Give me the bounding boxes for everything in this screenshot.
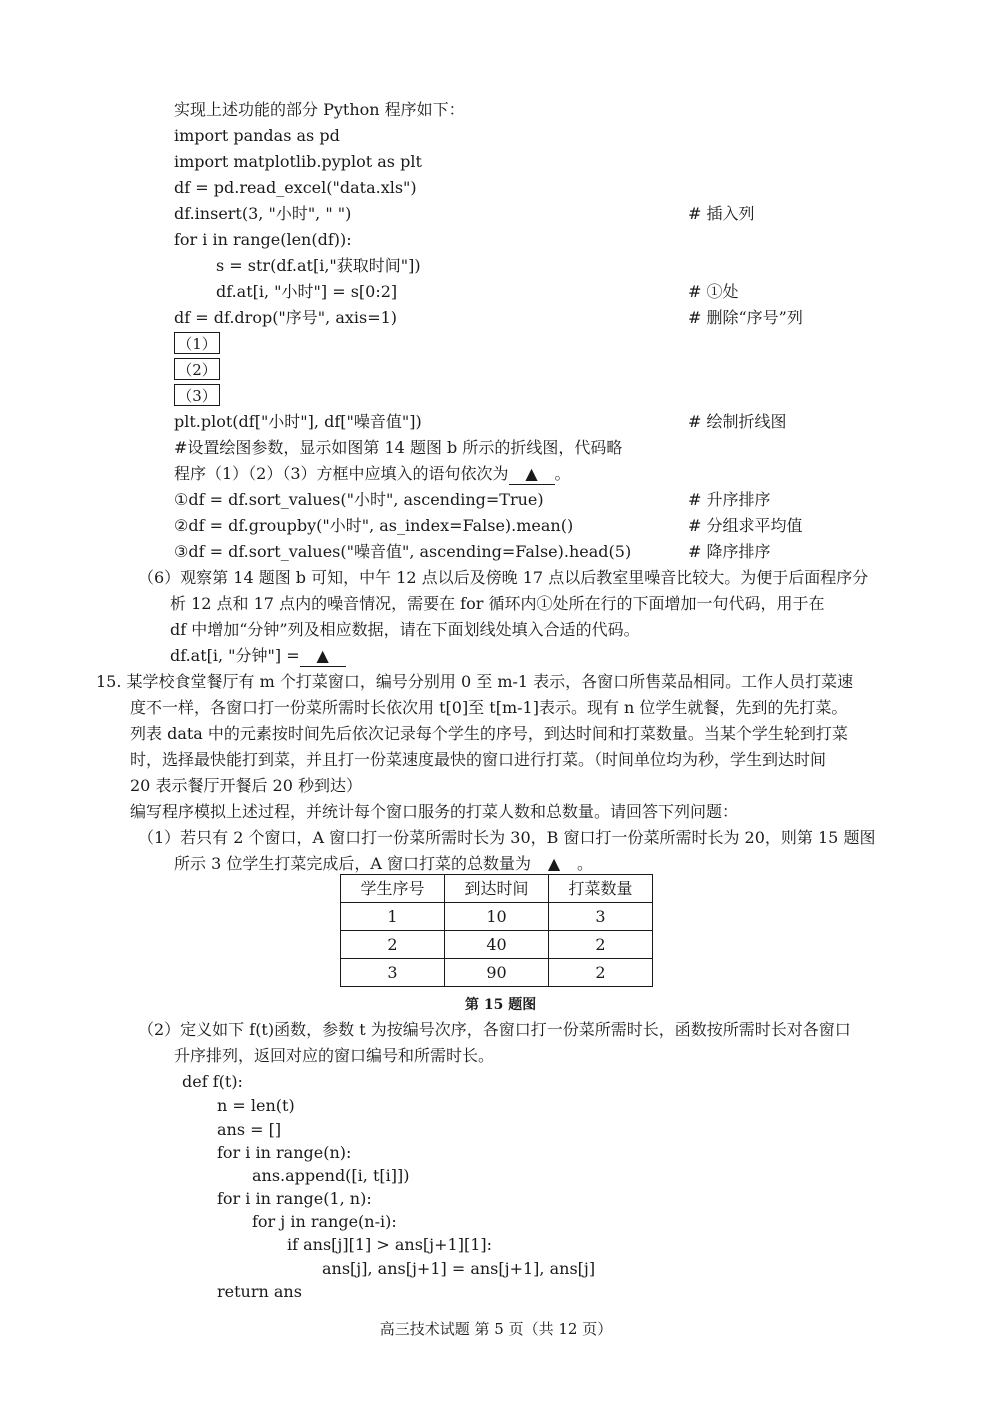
q15-text: 15. 某学校食堂餐厅有 m 个打菜窗口，编号分别用 0 至 m-1 表示，各窗口所售菜品相同。工作人员打菜速: [96, 672, 854, 691]
table-cell: 2: [549, 959, 653, 987]
q15-text: 时，选择最快能打到菜，并且打一份菜速度最快的窗口进行打菜。（时间单位均为秒，学生到达时间: [130, 750, 827, 769]
option-line: ②df = df.groupby("小时", as_index=False).mean(): [174, 516, 574, 535]
fill-prompt: 程序（1）（2）（3）方框中应填入的语句依次为: [174, 464, 509, 483]
table-row: [341, 931, 653, 959]
part6-text: 析 12 点和 17 点内的噪音情况，需要在 for 循环内①处所在行的下面增加一句代码，用于在: [170, 594, 825, 613]
part1-text: （1）若只有 2 个窗口，A 窗口打一份菜所需时长为 30，B 窗口打一份菜所需时长为 20，则第 15 题图: [138, 828, 876, 847]
table-cell: 3: [549, 903, 653, 931]
code-line: for j in range(n-i):: [252, 1212, 397, 1231]
table-row: [341, 959, 653, 987]
table-cell: 90: [445, 959, 549, 987]
q15-text: 列表 data 中的元素按时间先后依次记录每个学生的序号，到达时间和打菜数量。当某个学生轮到打菜: [130, 724, 848, 743]
table-cell: 2: [549, 931, 653, 959]
code-comment: # ①处: [688, 282, 739, 301]
column-header: 到达时间: [445, 875, 549, 903]
student-table: [340, 874, 653, 987]
code-line: import pandas as pd: [174, 126, 340, 145]
table-cell: 40: [445, 931, 549, 959]
code-line: plt.plot(df["小时"], df["噪音值"]): [174, 412, 422, 431]
part2-text: （2）定义如下 f(t)函数，参数 t 为按编号次序，各窗口打一份菜所需时长，函数按所需时长对各窗口: [138, 1020, 851, 1039]
answer-blank: ▲: [531, 854, 577, 875]
part6-code: df.at[i, "分钟"] = ▲: [170, 644, 346, 668]
code-line: def f(t):: [182, 1072, 243, 1091]
q15-text: 度不一样，各窗口打一份菜所需时长依次用 t[0]至 t[m-1]表示。现有 n 位学生就餐，先到的先打菜。: [130, 698, 848, 717]
code-line: ans = []: [217, 1120, 282, 1139]
code-intro: 实现上述功能的部分 Python 程序如下：: [174, 100, 465, 119]
table-caption: 第 15 题图: [465, 997, 537, 1013]
option-line: ①df = df.sort_values("小时", ascending=True): [174, 490, 544, 509]
code-line: return ans: [217, 1282, 302, 1301]
code-comment: # 绘制折线图: [688, 412, 787, 431]
q15-text: 编写程序模拟上述过程，并统计每个窗口服务的打菜人数和总数量。请回答下列问题：: [130, 802, 739, 821]
part6-text: （6）观察第 14 题图 b 可知，中午 12 点以后及傍晚 17 点以后教室里噪音比较大。为便于后面程序分: [138, 568, 869, 587]
code-line: import matplotlib.pyplot as plt: [174, 152, 422, 171]
column-header: 打菜数量: [549, 875, 653, 903]
code-comment: # 降序排序: [688, 542, 771, 561]
q15-text: 20 表示餐厅开餐后 20 秒到达）: [130, 776, 362, 795]
answer-box-1: （1）: [174, 332, 220, 354]
code-comment: # 分组求平均值: [688, 516, 803, 535]
code-line: ans.append([i, t[i]]): [252, 1166, 410, 1185]
column-header: 学生序号: [341, 875, 445, 903]
code-comment: # 插入列: [688, 204, 755, 223]
table-cell: 2: [341, 931, 445, 959]
code-line: n = len(t): [217, 1096, 295, 1115]
fill-question: 程序（1）（2）（3）方框中应填入的语句依次为 ▲ 。: [174, 464, 571, 483]
code-line: ans[j], ans[j+1] = ans[j+1], ans[j]: [322, 1259, 596, 1278]
code-line: df.insert(3, "小时", " "): [174, 204, 352, 223]
part6-text: df 中增加“分钟”列及相应数据，请在下面划线处填入合适的代码。: [170, 620, 640, 639]
answer-blank: ▲: [300, 646, 346, 667]
code-line: df.at[i, "小时"] = s[0:2]: [216, 282, 398, 301]
code-line: #设置绘图参数，显示如图第 14 题图 b 所示的折线图，代码略: [174, 438, 623, 457]
code-comment: # 升序排序: [688, 490, 771, 509]
table-row: [341, 903, 653, 931]
answer-blank: ▲: [509, 464, 555, 485]
code-line: if ans[j][1] > ans[j+1][1]:: [287, 1235, 493, 1254]
answer-box-3: （3）: [174, 384, 220, 406]
table-header-row: [341, 875, 653, 903]
code-line: for i in range(1, n):: [217, 1189, 372, 1208]
code-comment: # 删除“序号”列: [688, 308, 803, 327]
code-line: for i in range(n):: [217, 1143, 352, 1162]
code-line: s = str(df.at[i,"获取时间"]): [216, 256, 421, 275]
part1-text: 所示 3 位学生打菜完成后，A 窗口打菜的总数量为 ▲ 。: [174, 854, 594, 873]
table-cell: 10: [445, 903, 549, 931]
answer-box-2: （2）: [174, 358, 220, 380]
code-line: df = df.drop("序号", axis=1): [174, 308, 398, 327]
code-line: df = pd.read_excel("data.xls"): [174, 178, 417, 197]
table-cell: 1: [341, 903, 445, 931]
option-line: ③df = df.sort_values("噪音值", ascending=False).head(5): [174, 542, 632, 561]
part2-text: 升序排列，返回对应的窗口编号和所需时长。: [174, 1046, 495, 1065]
table-cell: 3: [341, 959, 445, 987]
code-line: for i in range(len(df)):: [174, 230, 352, 249]
page-footer: 高三技术试题 第 5 页（共 12 页）: [379, 1320, 613, 1338]
